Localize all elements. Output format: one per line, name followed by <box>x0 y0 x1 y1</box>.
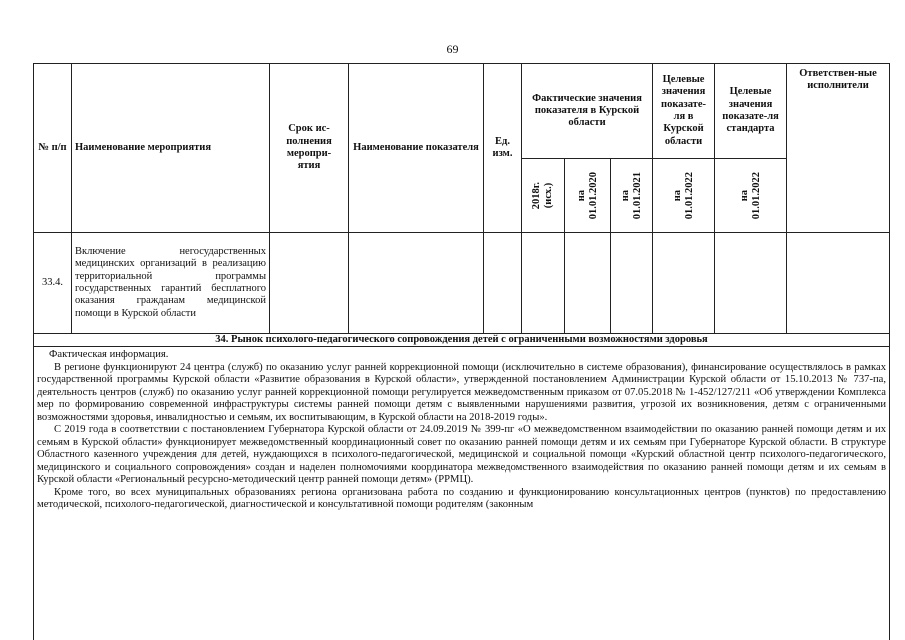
row-cell-empty <box>565 233 611 334</box>
body-text <box>37 349 886 512</box>
header-deadline: Срок ис- полнения меропри- ятия <box>270 64 349 233</box>
row-cell-empty <box>715 233 787 334</box>
row-cell-empty <box>522 233 565 334</box>
page-number: 69 <box>446 42 459 56</box>
header-indicator-name: Наименование показателя <box>349 64 484 233</box>
row-cell-empty <box>653 233 715 334</box>
header-target-standard: Целевые значения показате-ля стандарта <box>715 64 787 159</box>
header-unit: Ед. изм. <box>484 64 522 233</box>
row-cell-empty <box>349 233 484 334</box>
subheader-2022-standard: на 01.01.2022 <box>715 159 787 233</box>
row-cell-empty <box>787 233 890 334</box>
subheader-2021: на 01.01.2021 <box>611 159 653 233</box>
row-cell-empty <box>484 233 522 334</box>
section-title: 34. Рынок психолого-педагогического сопровождения детей с ограниченными возможностями здоровья <box>34 334 890 347</box>
paragraph-fact-info: Фактическая информация. <box>49 349 169 360</box>
header-responsible: Ответствен-ные исполнители <box>787 64 890 233</box>
row-cell-empty <box>611 233 653 334</box>
row-number: 33.4. <box>34 233 72 334</box>
header-num: № п/п <box>34 64 72 233</box>
paragraph-consult-centers: Кроме того, во всех муниципальных образованиях региона организована работа по созданию и функционированию консультационных центров (пунктов) по предоставлению методической, психолого-педагогической, диагностической и консультативной помощи родителям (законным <box>37 486 886 510</box>
row-event-text: Включение негосударственных медицинских организаций в реализацию территориальной программы государственных гарантий бесплатного оказания гражданам медицинской помощи в Курской области <box>72 233 270 334</box>
subheader-2022-region: на 01.01.2022 <box>653 159 715 233</box>
subheader-2018: 2018г. (исх.) <box>522 159 565 233</box>
header-target-region: Целевые значения показате-ля в Курской области <box>653 64 715 159</box>
paragraph-council: С 2019 года в соответствии с постановлением Губернатора Курской области от 24.09.2019 № 399-пг «О межведомственном взаимодействии по оказанию ранней помощи детям и их семьям в Курской области» функционирует межведомственный координационный совет по оказанию ранней помощи детям и их семьям при Губернаторе Курской области. В структуре Областного казенного учреждения для детей, нуждающихся в психолого-педагогической, медицинской и социальной помощи «Курский областной центр психолого-педагогического, медицинского и социального сопровождения» создан и наделен полномочиями координатора межведомственного взаимодействия по оказанию ранней помощи детям и их семьям в Курской области «Региональный ресурсно-методический центр ранней помощи детям» (РРМЦ). <box>37 424 886 485</box>
row-cell-empty <box>270 233 349 334</box>
header-event-name: Наименование мероприятия <box>72 64 270 233</box>
header-actual-values: Фактические значения показателя в Курской области <box>522 64 653 159</box>
subheader-2020: на 01.01.2020 <box>565 159 611 233</box>
table-row <box>34 233 890 334</box>
paragraph-centers: В регионе функционируют 24 центра (служб) по оказанию услуг ранней коррекционной помощи (исключительно в системе образования), финансирование осуществлялось в рамках государственной программы Курской области «Развитие образования в Курской области», утвержденной постановлением Администрации Курской области от 15.10.2013 № 737-па, деятельность центров (служб) по оказанию услуг ранней коррекционной помощи регулируется межведомственным приказом от 07.05.2018 № 1-452/127/211 «Об утверждении Комплекса мер по формированию современной инфраструктуры системы ранней помощи детям с выявленными нарушениями развития, угрозой их возникновения, детям с ограниченными возможностями здоровья, инвалидностью и семьям, их воспитывающим, в Курской области на 2018-2019 годы». <box>37 361 886 423</box>
measures-table <box>33 63 890 347</box>
